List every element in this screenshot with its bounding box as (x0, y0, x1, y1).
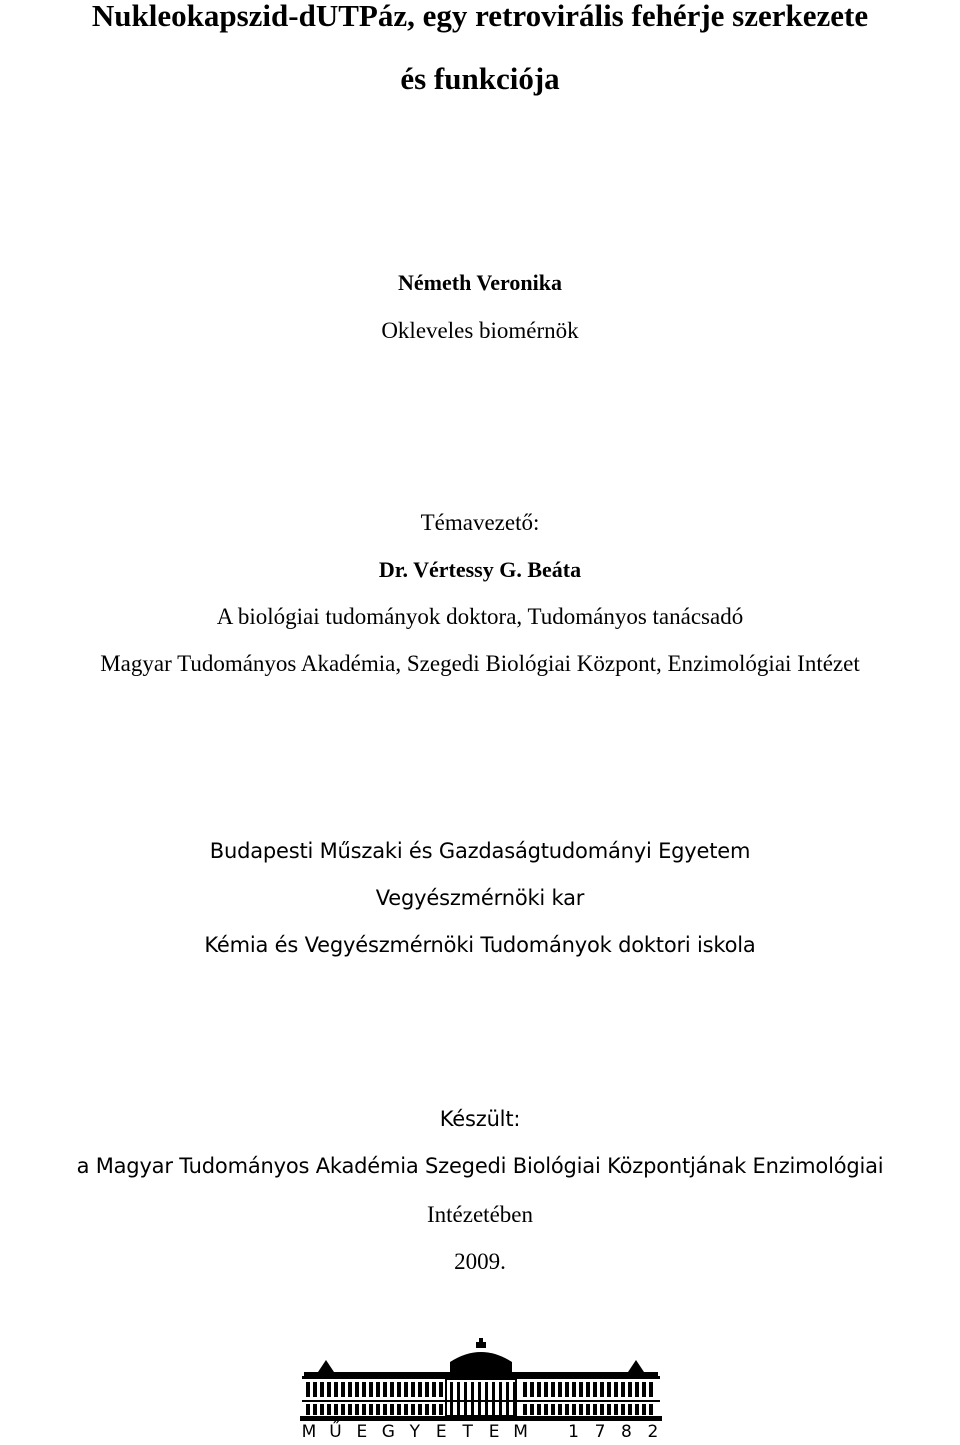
supervisor-label: Témavezető: (420, 510, 540, 535)
prepared-place-line-1: a Magyar Tudományos Akadémia Szegedi Biológiai Központjának Enzimológiai (76, 1154, 884, 1178)
supervisor-title: A biológiai tudományok doktora, Tudományos tanácsadó (216, 604, 744, 629)
logo-caption-letter: M (301, 1422, 317, 1442)
logo-caption-letter: 2 (647, 1422, 659, 1442)
university-building-icon (300, 1338, 662, 1422)
university-logo (300, 1338, 662, 1445)
year: 2009. (454, 1249, 506, 1274)
thesis-title-line-1: Nukleokapszid-dUTPáz, egy retrovirális fehérje szerkezete (91, 0, 869, 33)
prepared-place-line-2: Intézetében (427, 1202, 533, 1227)
logo-caption-letter: E (435, 1422, 447, 1442)
logo-caption-letter (538, 1422, 556, 1442)
faculty-name: Vegyészmérnöki kar (375, 886, 585, 910)
supervisor-name: Dr. Vértessy G. Beáta (378, 557, 582, 582)
logo-caption-letter: M (513, 1422, 528, 1442)
university-name: Budapesti Műszaki és Gazdaságtudományi Egyetem (209, 839, 751, 863)
logo-caption-letter: 7 (594, 1422, 606, 1442)
thesis-title-line-2: és funkciója (400, 61, 560, 96)
logo-caption-letter: 8 (621, 1422, 632, 1442)
logo-caption-letter: Y (409, 1422, 420, 1442)
author-name: Németh Veronika (398, 270, 562, 295)
logo-caption-letter: E (356, 1422, 368, 1442)
author-degree: Okleveles biomérnök (381, 318, 579, 343)
supervisor-affiliation: Magyar Tudományos Akadémia, Szegedi Biológiai Központ, Enzimológiai Intézet (100, 651, 860, 676)
logo-caption-letter: E (488, 1422, 500, 1442)
logo-caption-letter: 1 (568, 1422, 579, 1442)
logo-caption-letter: Ű (329, 1422, 342, 1442)
prepared-label: Készült: (439, 1107, 521, 1131)
logo-caption-letter: G (381, 1422, 395, 1442)
logo-caption-letter: T (462, 1422, 473, 1442)
logo-caption (300, 1422, 662, 1442)
doctoral-school-name: Kémia és Vegyészmérnöki Tudományok doktori iskola (204, 933, 756, 957)
